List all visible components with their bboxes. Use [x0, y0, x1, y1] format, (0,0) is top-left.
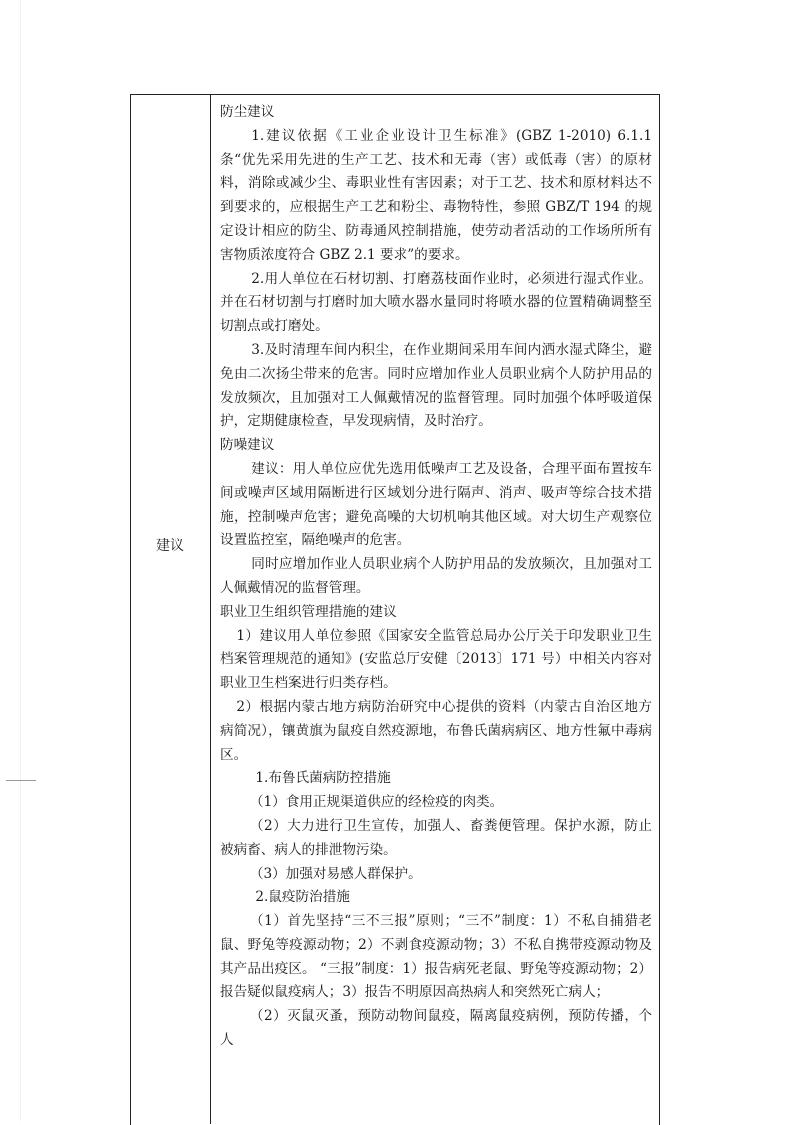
- recommendation-content: [220, 101, 652, 1053]
- dust-item-1: 1.建议依据《工业企业设计卫生标准》(GBZ 1-2010) 6.1.1 条“优先采用先进的生产工艺、技术和无毒（害）或低毒（害）的原材料，消除或减少尘、毒职业性有害因素；对于工艺、技术和原材料达不到要求的，应根据生产工艺和粉尘、毒物特性，参照 GBZ/T 194 的规定设计相应的防尘、防毒通风控制措施，使劳动者活动的工作场所所有害物质浓度符合 GBZ 2.1 要求”的要求。: [220, 127, 652, 263]
- dust-item-2: 2.用人单位在石材切割、打磨荔枝面作业时，必须进行湿式作业。并在石材切割与打磨时加大喷水器水量同时将喷水器的位置精确调整至切割点或打磨处。: [220, 270, 652, 335]
- brucellosis-item-3: （3）加强对易感人群保护。: [249, 865, 422, 882]
- org-section-heading: 职业卫生组织管理措施的建议: [220, 603, 397, 620]
- org-item-1: 1）建议用人单位参照《国家安全监管总局办公厅关于印发职业卫生档案管理规范的通知》(安监总厅安健〔2013〕171 号）中相关内容对职业卫生档案进行归类存档。: [220, 627, 652, 692]
- dust-item-3: 3.及时清理车间内积尘，在作业期间采用车间内洒水湿式降尘，避免由二次扬尘带来的危害。同时应增加作业人员职业病个人防护用品的发放频次，且加强对工人佩戴情况的监督管理。同时加强个体呼吸道保护，定期健康检查，早发现病情，及时治疗。: [220, 341, 652, 430]
- brucellosis-item-2: （2）大力进行卫生宣传，加强人、畜粪便管理。保护水源，防止被病畜、病人的排泄物污染。: [220, 817, 652, 858]
- brucellosis-heading: 1.布鲁氏菌病防控措施: [255, 770, 391, 787]
- row-label-recommendation: 建议: [156, 538, 184, 554]
- noise-section-heading: 防噪建议: [220, 437, 275, 454]
- scan-edge-shadow: [20, 0, 21, 1121]
- noise-item-1: 建议：用人单位应优先选用低噪声工艺及设备，合理平面布置按车间或噪声区域用隔断进行区域划分进行隔声、消声、吸声等综合技术措施，控制噪声危害；避免高噪的大切机响其他区域。对大切生产观察位设置监控室，隔绝噪声的危害。: [220, 460, 652, 549]
- org-item-2: 2）根据内蒙古地方病防治研究中心提供的资料（内蒙古自治区地方病简况），镶黄旗为鼠疫自然疫源地，布鲁氏菌病病区、地方性氟中毒病区。: [220, 698, 652, 763]
- dust-section-heading: 防尘建议: [220, 104, 275, 120]
- table-column-divider: [210, 94, 211, 1124]
- plague-heading: 2.鼠疫防治措施: [255, 889, 350, 906]
- plague-item-1: （1）首先坚持“三不三报”原则；“三不”制度：1）不私自捕猎老鼠、野兔等疫源动物；2）不剥食疫源动物；3）不私自携带疫源动物及其产品出疫区。 “三报”制度：1）报告病死老鼠、野兔等疫源动物；2）报告疑似鼠疫病人；3）报告不明原因高热病人和突然死亡病人；: [220, 913, 652, 1001]
- noise-item-2: 同时应增加作业人员职业病个人防护用品的发放频次，且加强对工人佩戴情况的监督管理。: [220, 556, 652, 596]
- plague-item-2: （2）灭鼠灭蚤，预防动物间鼠疫，隔离鼠疫病例，预防传播，个人: [220, 1008, 652, 1049]
- scan-mark: [6, 780, 36, 781]
- brucellosis-item-1: （1）食用正规渠道供应的经检疫的肉类。: [249, 794, 504, 811]
